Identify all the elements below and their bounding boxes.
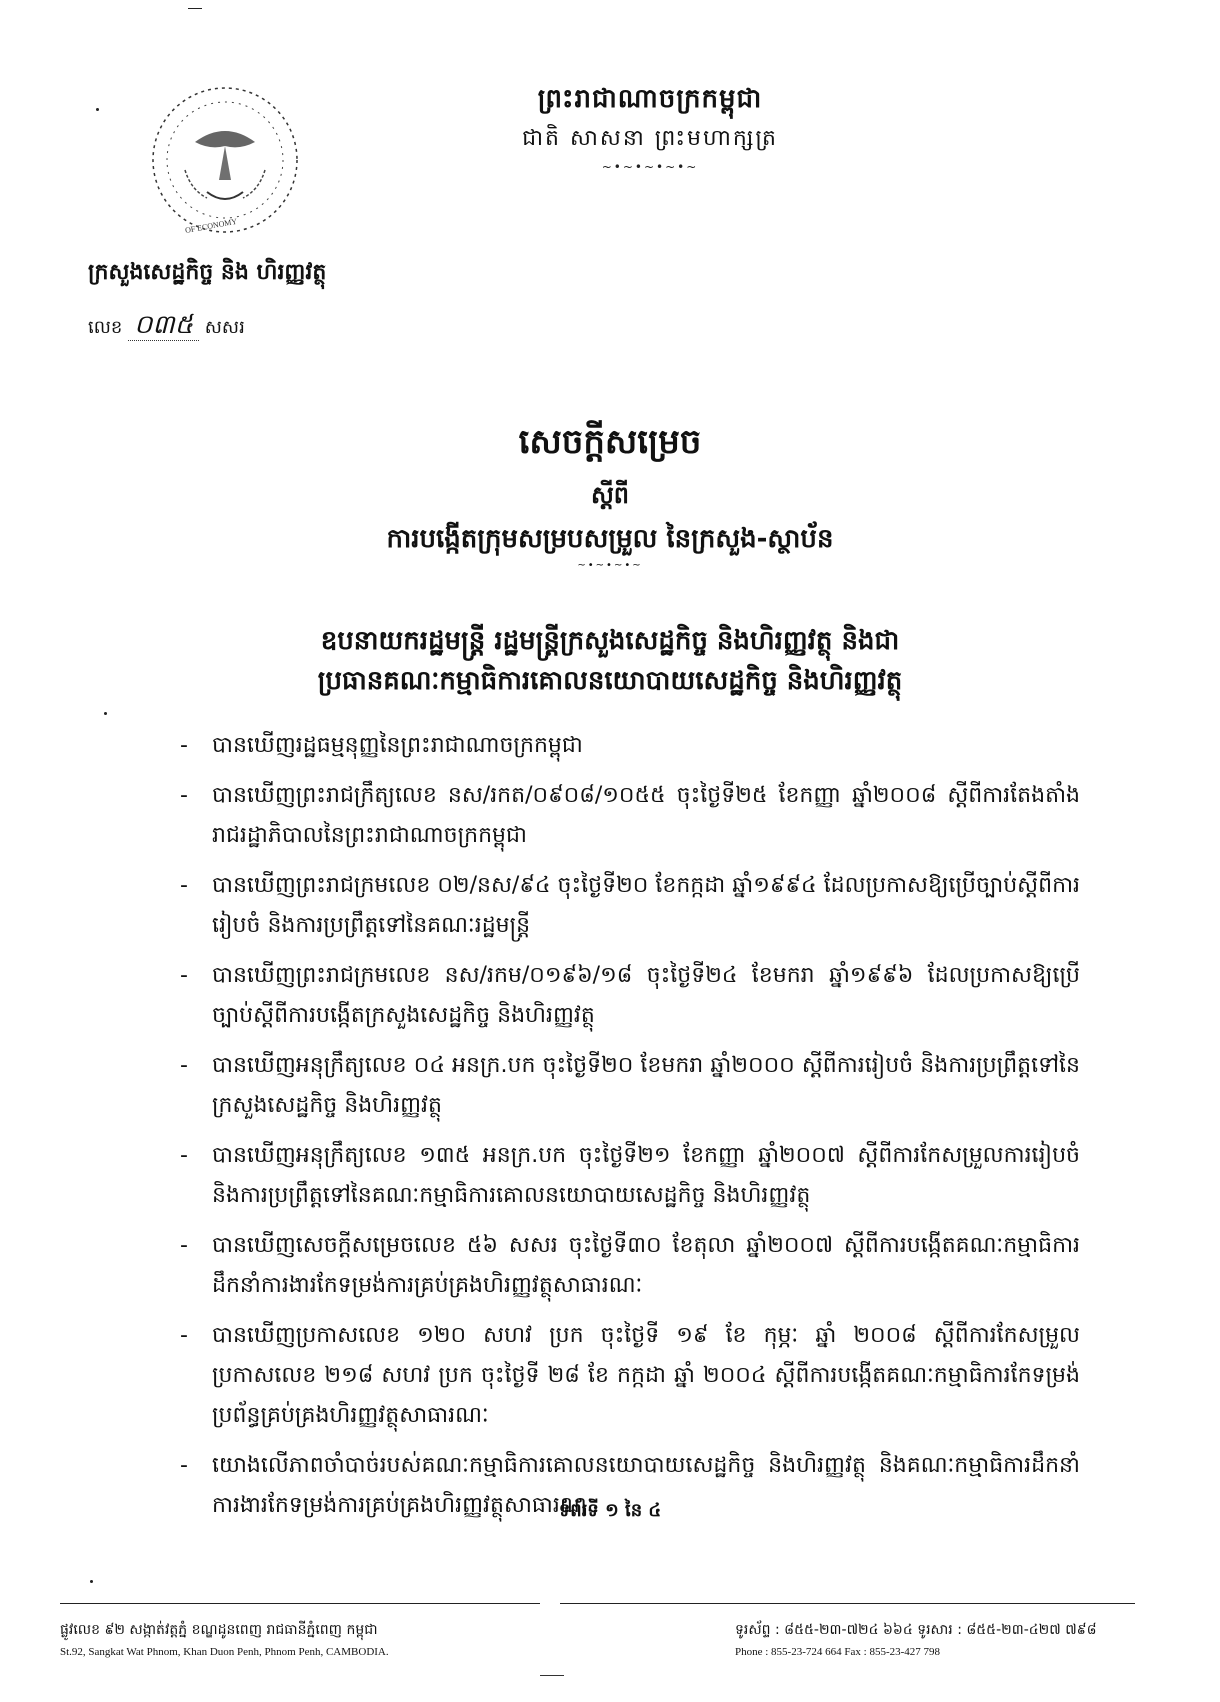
scan-speck bbox=[104, 712, 107, 715]
concerning-label: ស្ដីពី bbox=[590, 481, 630, 509]
footer-mark bbox=[540, 1675, 564, 1676]
scan-speck bbox=[96, 108, 99, 111]
clause-text: បានឃើញព្រះរាជក្រមលេខ នស/រកម/០១៩៦/១៨ ចុះថ្ងៃទី២៤ ខែមករា ឆ្នាំ១៩៩៦ ដែលប្រកាសឱ្យប្រើច្បាប់ស្ដីពីការបង្កើតក្រសួងសេដ្ឋកិច្ច និងហិរញ្ញវត្ថុ bbox=[212, 963, 1080, 1028]
authority-line-2: ប្រធានគណៈកម្មាធិការគោលនយោបាយសេដ្ឋកិច្ច និងហិរញ្ញវត្ថុ bbox=[317, 666, 903, 696]
clause-text: បានឃើញអនុក្រឹត្យលេខ ១៣៥ អនក្រ.បក ចុះថ្ងៃទី២១ ខែកញ្ញា ឆ្នាំ២០០៧ ស្ដីពីការកែសម្រួលការរៀបចំ និងការប្រព្រឹត្តទៅនៃគណៈកម្មាធិការគោលនយោបាយសេដ្ឋកិច្ច និងហិរញ្ញវត្ថុ bbox=[212, 1143, 1080, 1208]
reference-number-line bbox=[88, 308, 245, 346]
svg-text:OF ECONOMY: OF ECONOMY bbox=[184, 216, 238, 235]
clause-item: - បានឃើញសេចក្ដីសម្រេចលេខ ៥៦ សសរ ចុះថ្ងៃទី៣០ ខែតុលា ឆ្នាំ២០០៧ ស្ដីពីការបង្កើតគណៈកម្មាធិការដឹកនាំការងារកែទម្រង់ការគ្រប់គ្រងហិរញ្ញវត្ថុសាធារណៈ bbox=[180, 1233, 1080, 1298]
footer-phone-english: Phone : 855-23-724 664 Fax : 855-23-427 798 bbox=[735, 1646, 941, 1658]
clause-item: - បានឃើញប្រកាសលេខ ១២០ សហវ ប្រក ចុះថ្ងៃទី ១៩ ខែ កុម្ភៈ ឆ្នាំ ២០០៨ ស្ដីពីការកែសម្រួល ប្រកាសលេខ ២១៨ សហវ ប្រក ចុះថ្ងៃទី ២៨ ខែ កក្កដា ឆ្នាំ ២០០៤ ស្ដីពីការបង្កើតគណៈកម្មាធិការកែទម្រង់ប្រព័ន្ធគ្រប់គ្រងហិរញ្ញវត្ថុសាធារណៈ bbox=[180, 1323, 1080, 1428]
clause-text: បានឃើញអនុក្រឹត្យលេខ ០៤ អនក្រ.បក ចុះថ្ងៃទី២០ ខែមករា ឆ្នាំ២០០០ ស្ដីពីការរៀបចំ និងការប្រព្រឹត្តទៅនៃក្រសួងសេដ្ឋកិច្ច និងហិរញ្ញវត្ថុ bbox=[212, 1053, 1080, 1118]
ref-number: ០៣៥ bbox=[128, 310, 199, 341]
ref-prefix: លេខ bbox=[88, 317, 123, 338]
scan-speck bbox=[90, 1580, 93, 1583]
page-number: ទំព័រទី ១ នៃ ៤ bbox=[558, 1500, 662, 1521]
clause-item: - បានឃើញរដ្ឋធម្មនុញ្ញនៃព្រះរាជាណាចក្រកម្ពុជា bbox=[180, 733, 583, 758]
footer-address-english: St.92, Sangkat Wat Phnom, Khan Duon Penh, Phnom Penh, CAMBODIA. bbox=[60, 1646, 389, 1658]
header-ornament: ~•~•~•~•~ bbox=[601, 160, 699, 174]
ministry-seal bbox=[145, 80, 305, 240]
clause-item: - បានឃើញអនុក្រឹត្យលេខ ០៤ អនក្រ.បក ចុះថ្ងៃទី២០ ខែមករា ឆ្នាំ២០០០ ស្ដីពីការរៀបចំ និងការប្រព្រឹត្តទៅនៃក្រសួងសេដ្ឋកិច្ច និងហិរញ្ញវត្ថុ bbox=[180, 1053, 1080, 1118]
clause-text: បានឃើញរដ្ឋធម្មនុញ្ញនៃព្រះរាជាណាចក្រកម្ពុជា bbox=[212, 733, 583, 758]
clause-text: បានឃើញព្រះរាជក្រមលេខ ០២/នស/៩៤ ចុះថ្ងៃទី២០ ខែកក្កដា ឆ្នាំ១៩៩៤ ដែលប្រកាសឱ្យប្រើច្បាប់ស្ដីពីការរៀបចំ និងការប្រព្រឹត្តទៅនៃគណៈរដ្ឋមន្ត្រី bbox=[212, 873, 1080, 938]
footer-divider-right bbox=[560, 1603, 1135, 1604]
clause-item: - បានឃើញព្រះរាជក្រមលេខ ០២/នស/៩៤ ចុះថ្ងៃទី២០ ខែកក្កដា ឆ្នាំ១៩៩៤ ដែលប្រកាសឱ្យប្រើច្បាប់ស្ដីពីការរៀបចំ និងការប្រព្រឹត្តទៅនៃគណៈរដ្ឋមន្ត្រី bbox=[180, 873, 1080, 938]
national-motto: ជាតិ សាសនា ព្រះមហាក្សត្រ bbox=[522, 126, 778, 151]
scan-speck bbox=[188, 8, 202, 9]
subject-ornament: ~•~•~•~ bbox=[577, 560, 643, 571]
clause-text: យោងលើភាពចាំបាច់របស់គណៈកម្មាធិការគោលនយោបាយសេដ្ឋកិច្ច និងហិរញ្ញវត្ថុ និងគណៈកម្មាធិការដឹកនាំការងារកែទម្រង់ការគ្រប់គ្រងហិរញ្ញវត្ថុសាធារណៈ bbox=[212, 1453, 1080, 1518]
document-title: សេចក្ដីសម្រេច bbox=[518, 422, 702, 462]
footer-address-khmer: ផ្លូវលេខ ៩២ សង្កាត់វត្តភ្នំ ខណ្ឌដូនពេញ រាជធានីភ្នំពេញ កម្ពុជា bbox=[60, 1622, 378, 1638]
clause-text: បានឃើញព្រះរាជក្រឹត្យលេខ នស/រកត/០៩០៨/១០៥៥ ចុះថ្ងៃទី២៥ ខែកញ្ញា ឆ្នាំ២០០៨ ស្ដីពីការតែងតាំងរាជរដ្ឋាភិបាលនៃព្រះរាជាណាចក្រកម្ពុជា bbox=[212, 783, 1080, 848]
preamble-clauses bbox=[180, 726, 1080, 1536]
footer-phone-khmer: ទូរស័ព្ទ : ៨៥៥-២៣-៧២៤ ៦៦៤ ទូរសារ : ៨៥៥-២៣-៤២៧ ៧៩៨ bbox=[735, 1622, 1097, 1638]
ministry-name: ក្រសួងសេដ្ឋកិច្ច និង ហិរញ្ញវត្ថុ bbox=[88, 260, 327, 285]
clause-item: - យោងលើភាពចាំបាច់របស់គណៈកម្មាធិការគោលនយោបាយសេដ្ឋកិច្ច និងហិរញ្ញវត្ថុ និងគណៈកម្មាធិការដឹកនាំការងារកែទម្រង់ការគ្រប់គ្រងហិរញ្ញវត្ថុសាធារណៈ bbox=[180, 1453, 1080, 1518]
document-subject: ការបង្កើតក្រុមសម្របសម្រួល នៃក្រសួង-ស្ថាប័ន bbox=[386, 524, 834, 554]
clause-item: - បានឃើញព្រះរាជក្រមលេខ នស/រកម/០១៩៦/១៨ ចុះថ្ងៃទី២៤ ខែមករា ឆ្នាំ១៩៩៦ ដែលប្រកាសឱ្យប្រើច្បាប់ស្ដីពីការបង្កើតក្រសួងសេដ្ឋកិច្ច និងហិរញ្ញវត្ថុ bbox=[180, 963, 1080, 1028]
ref-suffix: សសរ bbox=[204, 317, 245, 338]
footer-divider-left bbox=[60, 1603, 540, 1604]
clause-text: បានឃើញសេចក្ដីសម្រេចលេខ ៥៦ សសរ ចុះថ្ងៃទី៣០ ខែតុលា ឆ្នាំ២០០៧ ស្ដីពីការបង្កើតគណៈកម្មាធិការដឹកនាំការងារកែទម្រង់ការគ្រប់គ្រងហិរញ្ញវត្ថុសាធារណៈ bbox=[212, 1233, 1080, 1298]
authority-line-1: ឧបនាយករដ្ឋមន្ត្រី រដ្ឋមន្ត្រីក្រសួងសេដ្ឋកិច្ច និងហិរញ្ញវត្ថុ និងជា bbox=[320, 626, 900, 656]
clause-item: - បានឃើញអនុក្រឹត្យលេខ ១៣៥ អនក្រ.បក ចុះថ្ងៃទី២១ ខែកញ្ញា ឆ្នាំ២០០៧ ស្ដីពីការកែសម្រួលការរៀបចំ និងការប្រព្រឹត្តទៅនៃគណៈកម្មាធិការគោលនយោបាយសេដ្ឋកិច្ច និងហិរញ្ញវត្ថុ bbox=[180, 1143, 1080, 1208]
kingdom-heading: ព្រះរាជាណាចក្រកម្ពុជា bbox=[537, 84, 763, 114]
clause-item: - បានឃើញព្រះរាជក្រឹត្យលេខ នស/រកត/០៩០៨/១០៥៥ ចុះថ្ងៃទី២៥ ខែកញ្ញា ឆ្នាំ២០០៨ ស្ដីពីការតែងតាំងរាជរដ្ឋាភិបាលនៃព្រះរាជាណាចក្រកម្ពុជា bbox=[180, 783, 1080, 848]
clause-text: បានឃើញប្រកាសលេខ ១២០ សហវ ប្រក ចុះថ្ងៃទី ១៩ ខែ កុម្ភៈ ឆ្នាំ ២០០៨ ស្ដីពីការកែសម្រួល ប្រកាសលេខ ២១៨ សហវ ប្រក ចុះថ្ងៃទី ២៨ ខែ កក្កដា ឆ្នាំ ២០០៤ ស្ដីពីការបង្កើតគណៈកម្មាធិការកែទម្រង់ប្រព័ន្ធគ្រប់គ្រងហិរញ្ញវត្ថុសាធារណៈ bbox=[212, 1323, 1080, 1428]
